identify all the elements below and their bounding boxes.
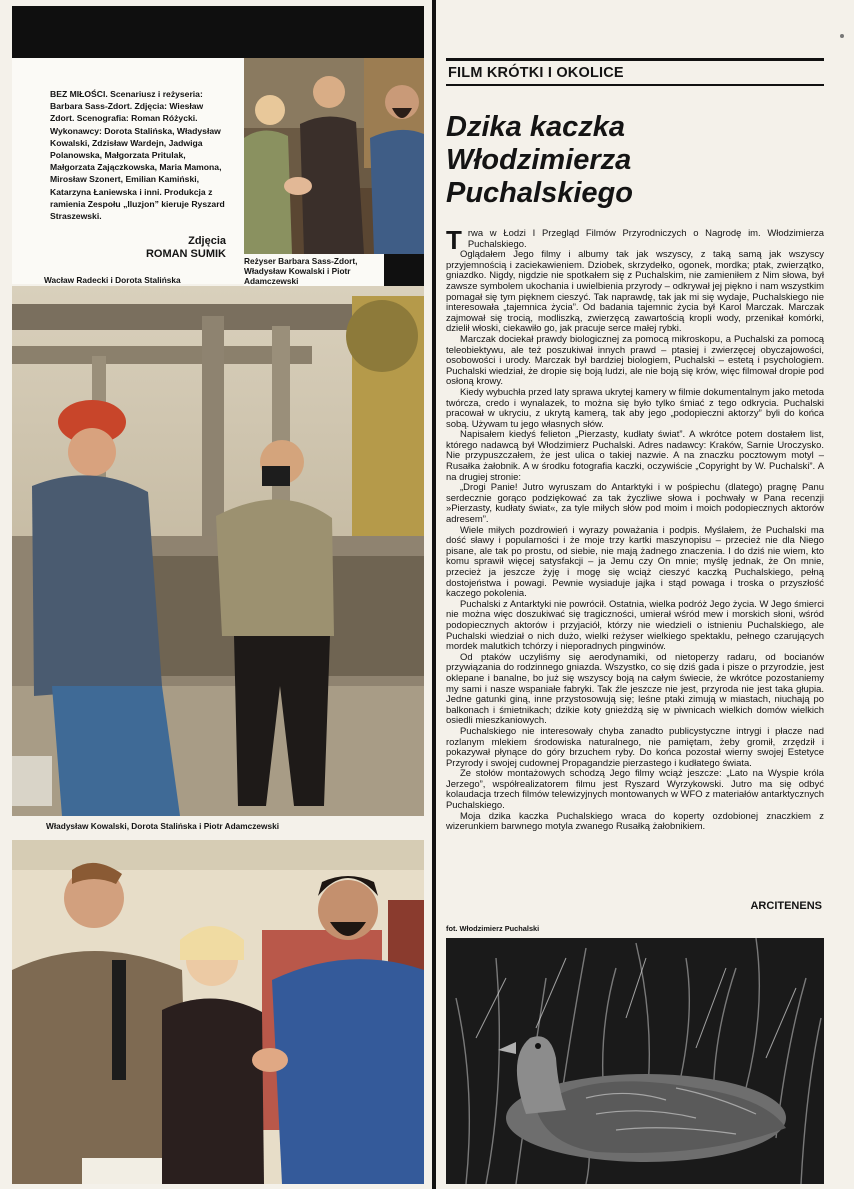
column-divider	[432, 0, 436, 1189]
photos-credit-label: Zdjęcia	[188, 235, 226, 248]
photo-three-actors	[12, 840, 424, 1184]
page-dot	[840, 34, 844, 38]
article-paragraph: „Drogi Panie! Jutro wyruszam do Antarktyki i w pośpiechu (dlatego) pragnę Panu serdecznie gorąco podziękować za tak życzliwe słowa i pochwały w Pana recenzji »Pierzasty, kudłaty świat«, za tyle miłych słów pod moim i moich podopiecznych aktorów adresem”.	[446, 482, 824, 526]
section-header: FILM KRÓTKI I OKOLICE	[446, 58, 824, 86]
headline-line-3: Puchalskiego	[446, 177, 633, 209]
article-paragraph: Marczak dociekał prawdy biologicznej za pomocą mikroskopu, a Puchalski za pomocą teleobiektywu, ale też poszukiwał innych prawd – ptasiej i zwierzęcej obyczajowości, osobowości i urody. Marczak był bardziej biologiem, Puchalski – estetą i psychologiem. Puchalski wiedział, że dropie się boją ludzi, ale nie boją się krów, więc filmował dropie pod osłoną krowy.	[446, 333, 824, 388]
photo-director-with-actors	[244, 58, 424, 254]
article-paragraph: Trwa w Łodzi I Przegląd Filmów Przyrodniczych o Nagrodę im. Włodzimierza Puchalskiego.	[446, 229, 824, 255]
article-paragraph: Napisałem kiedyś felieton „Pierzasty, kudłaty świat”. A wkrótce potem dostałem list, którego nadawcą był Włodzimierz Puchalski. Adres nadawcy: Kraków, Sarnie Uroczysko. Nie przypuszczałem, że jest ulica o takiej nazwie. A na znaczku pocztowym motyl – Rusałka żałobnik. A w środku fotografia kaczki, oczywiście „Copyright by W. Puchalski”. A na drugiej stronie:	[446, 429, 824, 483]
article-paragraph: Oglądałem Jego filmy i albumy tak jak wszyscy, z taką samą jak wszyscy przyjemnością i zaciekawieniem. Dziobek, skrzydełko, ogonek, mordka; ptak, zwierzątko, gniazdko. Nigdy, nigdzie nie spotkałem się z Puchalskim, nie zamieniłem z Nim słowa, był zawsze symbolem ukochania i uwielbienia przyrody – odkrywał jej piękno i nam wszystkim pomagał się tym pięknem cieszyć. Tak naprawdę, tak jak mi się wydaje, Puchalskiego nie interesowała „tajemnica życia”. Od badania tajemnic życia był Karol Marczak. Marczak zajmował się trocią, modliszką, zwierzęcą zawartością kropli wody, przenikał komórki, dzielił włoski, ciekawiło go, jak pracuje serce małej rybki.	[446, 249, 824, 335]
film-credits: BEZ MIŁOŚCI. Scenariusz i reżyseria: Barbara Sass-Zdort. Zdjęcia: Wiesław Zdort. Scenografia: Roman Różycki. Wykonawcy: Dorota Stalińska, Władysław Kowalski, Zdzisław Wardejn, Jadwiga Polanowska, Małgorzata Pritulak, Małgorzata Zajączkowska, Maria Mamona, Mirosław Szonert, Emilian Kamiński, Katarzyna Łaniewska i inni. Produkcja z ramienia Zespołu „Iluzjon” kieruje Ryszard Straszewski.	[50, 89, 225, 222]
article-paragraph: Kiedy wybuchła przed laty sprawa ukrytej kamery w filmie dokumentalnym jako metoda twórcza, credo i wynalazek, to można się było tylko śmiać z tego odkrycia. Puchalski pracował w ukryciu, z ukrytą kamerą, tak aby jego „podopieczni aktorzy” byli do końca sobą. Używam tu jego własnych słów.	[446, 386, 824, 430]
article-headline	[446, 111, 824, 210]
article-paragraph: Wiele miłych pozdrowień i wyrazy poważania i podpis. Myślałem, że Puchalski ma dość sławy i popularności i że moje trzy kartki maszynopisu – przecież nie dla Niego pisane, ale tak po prostu, od siebie, nie mają żadnego znaczenia. I do dziś nie wiem, kto komu sprawił więcej satysfakcji – ja Jemu czy On mnie; myślę jednak, że On mnie, przecież ja jeszcze żyję i mogę się wciąż cieszyć kaczką Puchalskiego, pełną dostojeństwa i powagi. Pewnie wysiaduje jajka i stąd powaga i troska o przyszłość kaczego pokolenia.	[446, 524, 824, 600]
article-paragraph: Moja dzika kaczka Puchalskiego wraca do koperty ozdobionej znaczkiem z wizerunkiem barwnego motyla zwanego Rusałką żałobnikiem.	[446, 810, 824, 833]
photo-caption-director: Reżyser Barbara Sass-Zdort, Władysław Kowalski i Piotr Adamczewski	[244, 254, 384, 286]
headline-line-1: Dzika kaczka	[446, 111, 625, 143]
photo-construction-site	[12, 286, 424, 816]
drop-cap: T	[446, 229, 462, 255]
photos-credit-name: ROMAN SUMIK	[145, 248, 226, 261]
dark-corner-block	[384, 254, 424, 286]
article-paragraph: Puchalski z Antarktyki nie powrócił. Ostatnia, wielka podróż Jego życia. W Jego śmierci nie można więc doszukiwać się tragiczności, umierał wśród mew i morskich słoni, wśród podopiecznych aktorów i przyjaciół, którzy nie wiedzieli o istnieniu Puchalskiego, ale Puchalski wiedział o nich dużo, wielki reżyser wielkiego spektaklu, pełnego czarujących mordek malutkich tchórzy i nieporadnych pingwinów.	[446, 598, 824, 653]
photo-wild-duck	[446, 938, 824, 1184]
article-author: ARCITENENS	[750, 900, 822, 912]
article-paragraph: Puchalskiego nie interesowały chyba zanadto publicystyczne intrygi i płacze nad rozlanym mlekiem środowiska naturalnego, nie pamiętam, żeby gromił, zrzędził i pokazywał płynące do góry brzuchem ryby. Do końca pozostał wierny swojej Estetyce Przyrody i swojej cudownej Propagandzie pierzastego i kudłatego świata.	[446, 725, 824, 769]
duck-photo-credit: fot. Włodzimierz Puchalski	[446, 924, 540, 933]
article-paragraph: Od ptaków uczyliśmy się aerodynamiki, od nietoperzy radaru, od bocianów przywiązania do rodzinnego gniazda. Wszystko, co się dziś gada i pisze o przyrodzie, jest oklepane i banalne, bo już się wszyscy boją na całym świecie, że wkrótce pozostaniemy my sami i nasze wspaniałe fabryki. Tak źle jeszcze nie jest, przyroda nie jest taka głupia. Jedne gatunki giną, inne przystosowują się; leśne ptaki zimują w miastach, niuchają po balkonach i śmietnikach; dzikie koty gnieżdżą się w piwnicach wielkich domów wielkich osiedli mieszkaniowych.	[446, 651, 824, 727]
film-credits-box	[12, 58, 244, 284]
article-body	[446, 229, 824, 895]
photo-caption-construction: Władysław Kowalski, Dorota Stalińska i Piotr Adamczewski	[46, 821, 280, 831]
photo-caption-radecki-stalinska: Wacław Radecki i Dorota Stalińska	[44, 275, 181, 286]
article-paragraph: Ze stołów montażowych schodzą Jego filmy wciąż jeszcze: „Lato na Wyspie króla Jerzego”, współrealizatorem filmu jest Ryszard Wyrzykowski. Jutro ma się odbyć kolaudacja trzech filmów telewizyjnych montowanych w WFO z materiałów antarktycznych Puchalskiego.	[446, 768, 824, 812]
headline-line-2: Włodzimierza	[446, 144, 632, 176]
top-black-band	[12, 6, 424, 58]
